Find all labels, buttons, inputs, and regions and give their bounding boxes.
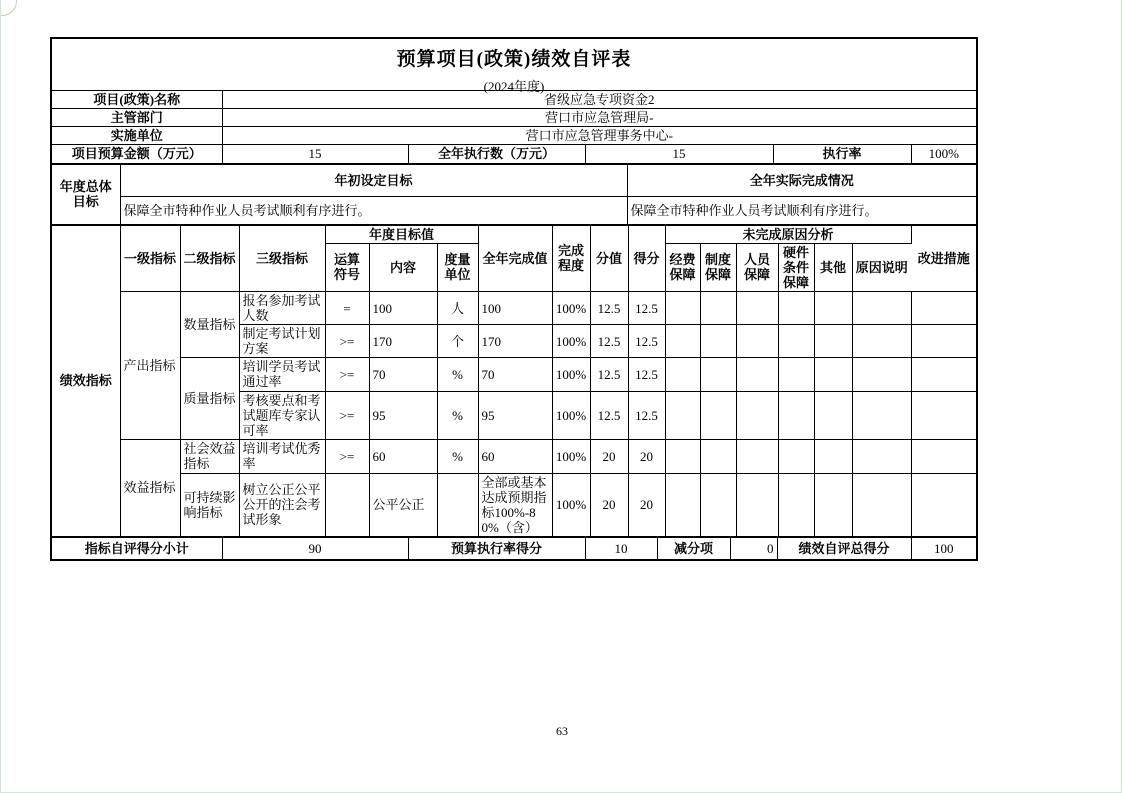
improvement-cell <box>911 439 976 473</box>
project-info-table <box>52 91 976 145</box>
target-content-cell: 70 <box>369 358 437 391</box>
operator-cell: >= <box>325 358 369 391</box>
completion-cell: 100% <box>552 473 590 536</box>
level3-header: 三级指标 <box>239 225 325 291</box>
other-cell <box>814 391 852 439</box>
document-subtitle: (2024年度) <box>483 79 545 94</box>
unit-cell: % <box>437 391 478 439</box>
level3-indicator: 培训学员考试通过率 <box>239 358 325 391</box>
indicator-row <box>52 358 976 391</box>
target-content-cell: 公平公正 <box>369 473 437 536</box>
implementing-unit-label: 实施单位 <box>52 127 222 145</box>
other-cell <box>814 439 852 473</box>
institution-cell <box>700 473 736 536</box>
reason-header: 原因说明 <box>852 243 911 291</box>
hardware-cell <box>778 325 814 358</box>
funding-cell <box>665 358 700 391</box>
department-value: 营口市应急管理局- <box>222 109 976 127</box>
other-cell <box>814 358 852 391</box>
incomplete-analysis-header: 未完成原因分析 <box>665 225 911 243</box>
personnel-cell <box>736 391 778 439</box>
deduction-label: 减分项 <box>657 538 730 559</box>
reason-cell <box>852 325 911 358</box>
operator-cell: >= <box>325 391 369 439</box>
level1-header: 一级指标 <box>120 225 180 291</box>
unit-cell: 个 <box>437 325 478 358</box>
unit-header: 度量单位 <box>437 243 478 291</box>
annual-value-cell: 70 <box>478 358 552 391</box>
institution-cell <box>700 358 736 391</box>
level2-quantity: 数量指标 <box>180 292 239 358</box>
completion-cell: 100% <box>552 292 590 325</box>
funding-cell <box>665 439 700 473</box>
hardware-cell <box>778 391 814 439</box>
page-corner-decoration <box>0 0 17 16</box>
level1-benefit: 效益指标 <box>120 439 180 536</box>
other-header: 其他 <box>814 243 852 291</box>
target-content-cell: 170 <box>369 325 437 358</box>
improvement-cell <box>911 292 976 325</box>
points-cell: 12.5 <box>590 391 628 439</box>
improvement-cell <box>911 391 976 439</box>
execution-rate-score-value: 10 <box>585 538 657 559</box>
initial-goal-text: 保障全市特种作业人员考试顺利有序进行。 <box>120 196 627 224</box>
actual-completion-header: 全年实际完成情况 <box>627 164 976 196</box>
unit-cell <box>437 473 478 536</box>
project-name-label: 项目(政策)名称 <box>52 91 222 109</box>
other-cell <box>814 325 852 358</box>
indicators-table <box>52 225 976 537</box>
completion-cell: 100% <box>552 391 590 439</box>
title-block <box>52 39 976 94</box>
completion-header: 完成程度 <box>552 225 590 291</box>
project-name-value: 省级应急专项资金2 <box>222 91 976 109</box>
self-score-subtotal-label: 指标自评得分小计 <box>52 538 222 559</box>
initial-goal-header: 年初设定目标 <box>120 164 627 196</box>
annual-target-header: 年度目标值 <box>325 225 478 243</box>
points-cell: 12.5 <box>590 292 628 325</box>
funding-cell <box>665 325 700 358</box>
executed-amount-label: 全年执行数（万元） <box>408 145 585 163</box>
reason-cell <box>852 292 911 325</box>
other-cell <box>814 473 852 536</box>
personnel-cell <box>736 473 778 536</box>
level2-header: 二级指标 <box>180 225 239 291</box>
annual-value-header: 全年完成值 <box>478 225 552 291</box>
level2-quality: 质量指标 <box>180 358 239 439</box>
other-cell <box>814 292 852 325</box>
improvement-header: 改进措施 <box>911 225 976 291</box>
operator-cell <box>325 473 369 536</box>
score-cell: 20 <box>628 439 665 473</box>
annual-value-cell: 95 <box>478 391 552 439</box>
level2-sustain: 可持续影响指标 <box>180 473 239 536</box>
reason-cell <box>852 439 911 473</box>
unit-cell: 人 <box>437 292 478 325</box>
annual-value-cell: 60 <box>478 439 552 473</box>
level3-indicator: 报名参加考试人数 <box>239 292 325 325</box>
points-cell: 20 <box>590 439 628 473</box>
institution-cell <box>700 439 736 473</box>
target-content-cell: 100 <box>369 292 437 325</box>
funding-cell <box>665 473 700 536</box>
reason-cell <box>852 391 911 439</box>
level3-indicator: 制定考试计划方案 <box>239 325 325 358</box>
department-label: 主管部门 <box>52 109 222 127</box>
score-cell: 12.5 <box>628 391 665 439</box>
annual-value-cell: 170 <box>478 325 552 358</box>
page-number: 63 <box>556 724 568 738</box>
completion-cell: 100% <box>552 325 590 358</box>
funding-cell <box>665 292 700 325</box>
institution-cell <box>700 292 736 325</box>
annual-goal-table <box>52 164 976 225</box>
improvement-cell <box>911 473 976 536</box>
indicator-row <box>52 439 976 473</box>
completion-cell: 100% <box>552 358 590 391</box>
content-header: 内容 <box>369 243 437 291</box>
level3-indicator: 树立公正公平公开的注会考试形象 <box>239 473 325 536</box>
score-header: 得分 <box>628 225 665 291</box>
level3-indicator: 培训考试优秀率 <box>239 439 325 473</box>
points-header: 分值 <box>590 225 628 291</box>
total-score-value: 100 <box>934 540 954 556</box>
operator-cell: >= <box>325 325 369 358</box>
score-cell: 12.5 <box>628 358 665 391</box>
level2-social: 社会效益指标 <box>180 439 239 473</box>
evaluation-table <box>50 37 978 561</box>
annual-goal-row-header: 年度总体目标 <box>52 164 120 224</box>
self-score-subtotal-value: 90 <box>222 538 408 559</box>
indicator-row <box>52 292 976 325</box>
hardware-cell <box>778 292 814 325</box>
execution-rate-score-label: 预算执行率得分 <box>408 538 585 559</box>
execution-rate-label: 执行率 <box>773 145 911 163</box>
summary-table <box>52 537 976 559</box>
annual-value-cell: 100 <box>478 292 552 325</box>
operator-cell: >= <box>325 439 369 473</box>
level3-indicator: 考核要点和考试题库专家认可率 <box>239 391 325 439</box>
score-cell: 12.5 <box>628 292 665 325</box>
level1-output: 产出指标 <box>120 292 180 440</box>
annual-value-cell: 全部或基本达成预期指标100%-80%（含） <box>478 473 552 536</box>
execution-rate-value: 100% <box>911 145 976 163</box>
score-cell: 12.5 <box>628 325 665 358</box>
funding-cell <box>665 391 700 439</box>
personnel-cell <box>736 325 778 358</box>
personnel-guarantee-header: 人员保障 <box>736 243 778 291</box>
institution-cell <box>700 391 736 439</box>
budget-amount-value: 15 <box>222 145 408 163</box>
hardware-cell <box>778 358 814 391</box>
target-content-cell: 95 <box>369 391 437 439</box>
unit-cell: % <box>437 358 478 391</box>
indicator-row <box>52 473 976 536</box>
hardware-cell <box>778 439 814 473</box>
executed-amount-value: 15 <box>585 145 773 163</box>
budget-amount-label: 项目预算金额（万元） <box>52 145 222 163</box>
reason-cell <box>852 473 911 536</box>
operator-header: 运算符号 <box>325 243 369 291</box>
reason-cell <box>852 358 911 391</box>
document-title: 预算项目(政策)绩效自评表 <box>396 49 632 70</box>
personnel-cell <box>736 292 778 325</box>
total-score-label: 绩效自评总得分 <box>777 538 911 559</box>
hardware-guarantee-header: 硬件条件保障 <box>778 243 814 291</box>
funding-guarantee-header: 经费保障 <box>665 243 700 291</box>
score-cell: 20 <box>628 473 665 536</box>
operator-cell: = <box>325 292 369 325</box>
points-cell: 12.5 <box>590 325 628 358</box>
points-cell: 12.5 <box>590 358 628 391</box>
hardware-cell <box>778 473 814 536</box>
improvement-cell <box>911 358 976 391</box>
points-cell: 20 <box>590 473 628 536</box>
deduction-value: 0 <box>730 538 777 559</box>
personnel-cell <box>736 358 778 391</box>
completion-cell: 100% <box>552 439 590 473</box>
personnel-cell <box>736 439 778 473</box>
target-content-cell: 60 <box>369 439 437 473</box>
institution-guarantee-header: 制度保障 <box>700 243 736 291</box>
unit-cell: % <box>437 439 478 473</box>
actual-completion-text: 保障全市特种作业人员考试顺利有序进行。 <box>627 196 976 224</box>
implementing-unit-value: 营口市应急管理事务中心- <box>222 127 976 145</box>
improvement-cell <box>911 325 976 358</box>
performance-indicator-row-header: 绩效指标 <box>52 225 120 536</box>
budget-table <box>52 145 976 164</box>
institution-cell <box>700 325 736 358</box>
